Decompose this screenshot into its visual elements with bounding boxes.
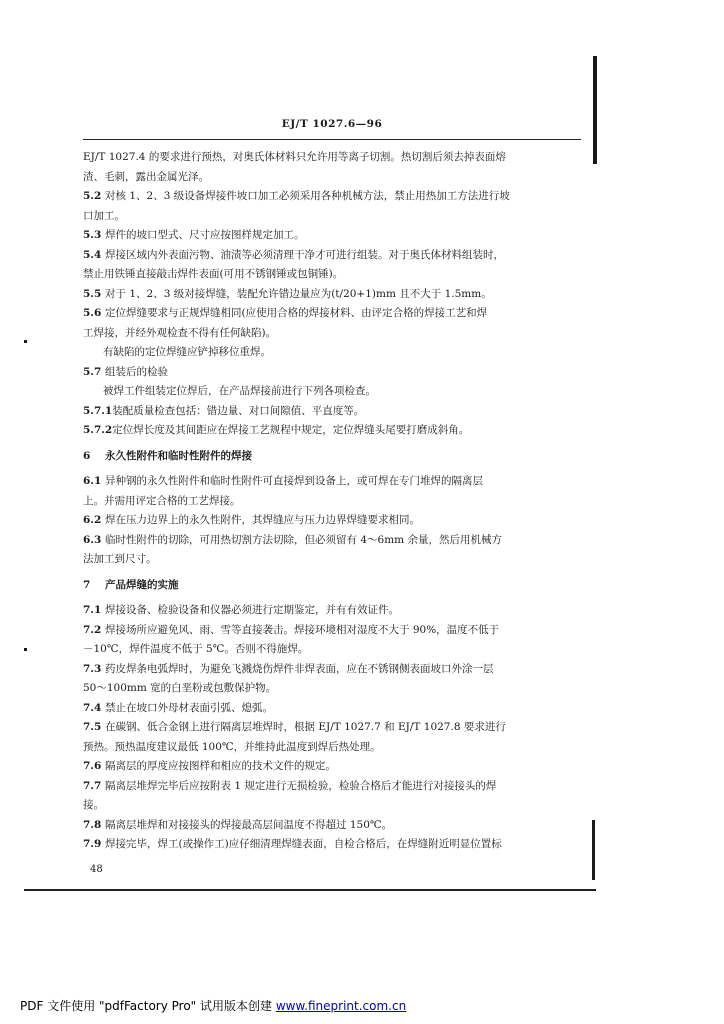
line-text: 装配质量检查包括：错边量、对口间隙值、平直度等。 bbox=[112, 404, 365, 417]
line-text: 50～100mm 宽的白垩粉或包敷保护物。 bbox=[83, 682, 277, 694]
scan-dot bbox=[24, 340, 27, 343]
text-line bbox=[83, 148, 583, 168]
line-text: 药皮焊条电弧焊时，为避免飞溅烧伤焊件非焊表面，应在不锈钢侧表面坡口外涂一层 bbox=[105, 662, 494, 675]
line-text: 有缺陷的定位焊缝应铲掉移位重焊。 bbox=[103, 346, 271, 358]
text-line bbox=[83, 246, 583, 266]
line-text: 焊接场所应避免风、雨、雪等直接袭击。焊接环境相对湿度不大于 90%，温度不低于 bbox=[105, 623, 500, 636]
section-heading bbox=[83, 447, 583, 467]
header-rule bbox=[83, 139, 581, 140]
line-text: 工焊接，并经外观检查不得有任何缺陷)。 bbox=[83, 326, 277, 339]
text-line bbox=[83, 640, 583, 660]
clause-number: 5.5 bbox=[83, 287, 102, 300]
clause-number: 7.5 bbox=[83, 721, 102, 733]
clause-number: 7.8 bbox=[83, 818, 102, 831]
section-heading bbox=[83, 576, 583, 596]
text-line bbox=[83, 265, 583, 285]
line-text: 禁止用铁锤直接敲击焊件表面(可用不锈钢锤或包铜锤)。 bbox=[83, 268, 344, 280]
line-text: 焊在压力边界上的永久性附件，其焊缝应与压力边界焊缝要求相同。 bbox=[105, 514, 420, 526]
footer-text: PDF 文件使用 "pdfFactory Pro" 试用版本创建 bbox=[20, 999, 276, 1013]
clause-number: 5.6 bbox=[83, 307, 102, 319]
clause-number: 7.2 bbox=[83, 623, 102, 636]
line-text: 定位焊长度及其间距应在焊接工艺规程中规定，定位焊缝头尾要打磨成斜角。 bbox=[112, 424, 470, 436]
text-line bbox=[83, 226, 583, 246]
text-line bbox=[83, 402, 583, 422]
clause-number: 5.4 bbox=[83, 248, 102, 261]
text-line bbox=[83, 738, 583, 758]
line-text: 产品焊缝的实施 bbox=[105, 578, 179, 591]
text-line bbox=[83, 421, 583, 441]
document-body bbox=[83, 148, 583, 855]
line-text: 组装后的检验 bbox=[105, 365, 168, 378]
text-line bbox=[83, 168, 583, 188]
text-line bbox=[83, 304, 583, 324]
text-line bbox=[83, 492, 583, 512]
text-line bbox=[83, 816, 583, 836]
clause-number: 7.1 bbox=[83, 604, 102, 616]
clause-number: 6.1 bbox=[83, 475, 102, 487]
text-line bbox=[83, 796, 583, 816]
text-line bbox=[83, 679, 583, 699]
clause-number: 7.7 bbox=[83, 779, 102, 792]
text-line bbox=[83, 718, 583, 738]
line-text: 焊接设备、检验设备和仪器必须进行定期鉴定，并有有效证件。 bbox=[105, 604, 399, 616]
text-line bbox=[83, 343, 583, 363]
clause-number: 7.3 bbox=[83, 662, 102, 675]
clause-number: 6.2 bbox=[83, 514, 102, 526]
line-text: 隔离层的厚度应按图样和相应的技术文件的规定。 bbox=[105, 760, 336, 772]
page-number: 48 bbox=[90, 864, 103, 875]
scan-dot bbox=[24, 648, 27, 651]
text-line bbox=[83, 472, 583, 492]
line-text: 隔离层堆焊完毕后应按附表 1 规定进行无损检验，检验合格后才能进行对接接头的焊 bbox=[105, 779, 497, 792]
text-line bbox=[83, 550, 583, 570]
line-text: 渣、毛刺，露出金属光泽。 bbox=[83, 170, 209, 183]
clause-number: 5.2 bbox=[83, 190, 102, 202]
clause-number: 5.7 bbox=[83, 365, 102, 378]
text-line bbox=[83, 621, 583, 641]
footer-rule bbox=[24, 889, 596, 891]
line-text: 在碳钢、低合金钢上进行隔离层堆焊时，根据 EJ/T 1027.7 和 EJ/T 1027.8 要求进行 bbox=[105, 721, 506, 733]
line-text: 定位焊缝要求与正规焊缝相同(应使用合格的焊接材料、由评定合格的焊接工艺和焊 bbox=[105, 307, 488, 319]
clause-number: 7.4 bbox=[83, 701, 102, 714]
clause-number: 6 bbox=[83, 449, 91, 462]
scan-edge-mark bbox=[593, 56, 597, 164]
pdf-footer bbox=[20, 997, 406, 1014]
line-text: 接。 bbox=[83, 799, 104, 811]
line-text: 对核 1、2、3 级设备焊接件坡口加工必须采用各种机械方法，禁止用热加工方法进行坡 bbox=[105, 190, 510, 202]
line-text: －10℃，焊件温度不低于 5℃。否则不得施焊。 bbox=[83, 643, 309, 655]
line-text: 焊接完毕，焊工(或操作工)应仔细清理焊缝表面，自检合格后，在焊缝附近明显位置标 bbox=[105, 838, 502, 850]
line-text: 焊件的坡口型式、尺寸应按图样规定加工。 bbox=[105, 229, 305, 241]
clause-number: 6.3 bbox=[83, 533, 102, 546]
line-text: 临时性附件的切除，可用热切割方法切除，但必须留有 4～6mm 余量，然后用机械方 bbox=[105, 533, 502, 546]
footer-link[interactable]: www.fineprint.com.cn bbox=[275, 999, 407, 1013]
text-line bbox=[83, 835, 583, 855]
line-text: 焊接区域内外表面污物、油渍等必须清理干净才可进行组装。对于奥氏体材料组装时， bbox=[105, 248, 504, 261]
text-line bbox=[83, 699, 583, 719]
line-text: 口加工。 bbox=[83, 209, 125, 222]
text-line bbox=[83, 757, 583, 777]
line-text: 对于 1、2、3 级对接焊缝，装配允许错边量应为(t/20+1)mm 且不大于 1.5mm。 bbox=[105, 287, 492, 300]
line-text: 预热。预热温度建议最低 100℃，并维持此温度到焊后热处理。 bbox=[83, 740, 381, 753]
text-line bbox=[83, 531, 583, 551]
clause-number: 7.9 bbox=[83, 838, 102, 850]
clause-number: 5.7.2 bbox=[83, 424, 113, 436]
text-line bbox=[83, 511, 583, 531]
clause-number: 5.7.1 bbox=[83, 404, 113, 417]
text-line bbox=[83, 601, 583, 621]
text-line bbox=[83, 285, 583, 305]
text-line bbox=[83, 777, 583, 797]
clause-number: 7 bbox=[83, 578, 91, 591]
text-line bbox=[83, 363, 583, 383]
text-line bbox=[83, 660, 583, 680]
clause-number: 5.3 bbox=[83, 229, 102, 241]
line-text: 法加工到尺寸。 bbox=[83, 553, 157, 565]
text-line bbox=[83, 187, 583, 207]
line-text: 隔离层堆焊和对接接头的焊接最高层间温度不得超过 150℃。 bbox=[105, 818, 393, 831]
line-text: 被焊工件组装定位焊后，在产品焊接前进行下列各项检查。 bbox=[103, 385, 376, 397]
scan-edge-mark bbox=[592, 820, 595, 880]
clause-number: 7.6 bbox=[83, 760, 102, 772]
line-text: 异种钢的永久性附件和临时性附件可直接焊到设备上，或可焊在专门堆焊的隔离层 bbox=[105, 475, 483, 487]
text-line bbox=[83, 207, 583, 227]
page-header: EJ/T 1027.6—96 bbox=[281, 118, 383, 130]
text-line bbox=[83, 382, 583, 402]
line-text: 禁止在坡口外母材表面引弧、熄弧。 bbox=[105, 701, 273, 714]
line-text: 永久性附件和临时性附件的焊接 bbox=[105, 449, 252, 462]
text-line bbox=[83, 324, 583, 344]
line-text: EJ/T 1027.4 的要求进行预热，对奥氏体材料只允许用等离子切割。热切割后须去掉表面熔 bbox=[83, 151, 506, 163]
line-text: 上。并需用评定合格的工艺焊接。 bbox=[83, 494, 241, 507]
